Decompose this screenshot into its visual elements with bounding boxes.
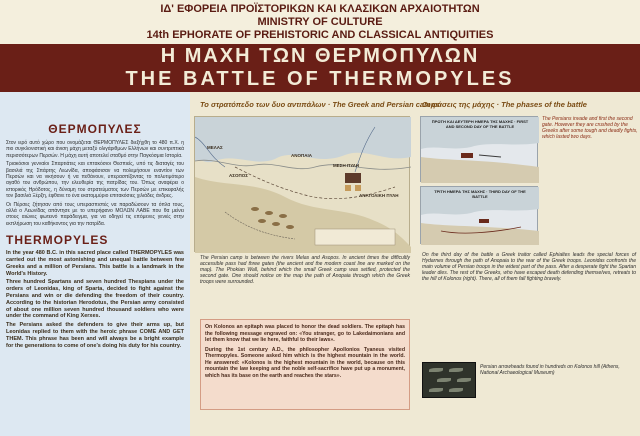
greek-paragraph: Τριακόσιοι γενναίοι Σπαρτιάτες και επτακόσιοι Θεσπιείς, υπό τις διαταγές του βασιλιά της Σπάρτης Λεωνίδα, αποφάσισαν να πολεμήσουν εναντίον των Περσών και να νικήσουν ή να πεθάνουν, υπερασπίζοντας το πολυτιμότερο αγαθό του ανθρώπου, την ελευθερία της πατρίδας του. Όπως αναφέρει ο ιστορικός Ηρόδοτος, η δύναμη του στρατεύματος των Περσών με επικεφαλής τον βασιλιά Ξέρξη, έφθανε το ένα εκατομμύριο επιτακόσιες χιλιάδες άνδρες. (6, 161, 184, 200)
camps-map (194, 116, 410, 252)
map-label-asopos: ΑΣΟΠΟΣ (229, 173, 248, 178)
arrowhead (429, 368, 443, 372)
english-paragraph: In the year 480 B.C. in this sacred place called THERMOPYLES was carried out the most astonishing and unequal battle between few Greeks and a million of Persians. This battle is a landmark in the World's History. (6, 250, 184, 277)
camps-map-image (195, 117, 411, 253)
phase-map-1 (420, 116, 538, 182)
camps-caption: The Persian camp is between the rivers Melas and Asopos. In ancient times the difficultly accessible pass had three gates (the ancient and the modern coast line are marked on the map). The Phokian Wall, behind which the small Greek camp was settled, protected the second gate. One should notice on the map the path of Anopaia through which the Greek troops were surrounded. (200, 255, 410, 285)
arrowhead (449, 368, 463, 372)
map-label-middle-gate: ΜΕΣΗ ΠΥΛΗ (333, 163, 360, 168)
arrowheads-caption: Persian arrowheads found in hundreds on Kolonos hill (Athens, National Archaeological Museum) (480, 364, 620, 376)
camps-section-title: Το στρατόπεδο των δυο αντιπάλων · The Greek and Persian camps (200, 100, 440, 109)
arrowhead (449, 388, 463, 392)
phases-panel (416, 92, 640, 436)
intro-panel (0, 92, 190, 436)
greek-paragraph: Οι Πέρσες ζήτησαν από τους υπερασπιστές να παραδώσουν τα όπλα τους, αλλά ο Λεωνίδας απάντησε με το υπερήφανο ΜΟΛΩΝ ΛΑΒΕ που θα μείνει στους αιώνες φωτεινό παράδειγμα, για να οδηγεί τις επόμενες γενιές στην εκπλήρωση του καθήκοντος για την πατρίδα. (6, 201, 184, 227)
arrowheads-photo (422, 362, 476, 398)
phases-section-title: Οι φάσεις της μάχης · The phases of the battle (422, 100, 587, 109)
arrowhead (429, 388, 443, 392)
title-band (0, 44, 640, 92)
english-text (6, 250, 184, 349)
epitaph-box (200, 319, 410, 410)
epitaph-paragraph: During the 1st century A.D., the philosopher Apollonios Tyaneus visited Thermopyles. Someone asked him which is the highest mountain in the world. He answered: «Kolonos is the highest mountain in the world, because on this mountain the law keeping and the noble self-sacrifice have put up a monument, which has its base on the earth and reaches the stars». (205, 346, 405, 379)
phase-1-label: ΠΡΩΤΗ ΚΑΙ ΔΕΥΤΕΡΗ ΗΜΕΡΑ ΤΗΣ ΜΑΧΗΣ · FIRST AND SECOND DAY OF THE BATTLE (431, 119, 529, 129)
map-label-anopaia: ΑΝΟΠΑΙΑ (291, 153, 312, 158)
phase-2-label: ΤΡΙΤΗ ΗΜΕΡΑ ΤΗΣ ΜΑΧΗΣ · THIRD DAY OF THE BATTLE (434, 189, 526, 199)
map-label-melas: ΜΕΛΑΣ (207, 145, 223, 150)
title-english: THE BATTLE OF THERMOPYLES (125, 68, 515, 90)
phase-map-2 (420, 186, 538, 244)
ephorate-greek-title: ΙΔ' ΕΦΟΡΕΙΑ ΠΡΟΪΣΤΟΡΙΚΩΝ ΚΑΙ ΚΛΑΣΙΚΩΝ ΑΡΧΑΙΟΤΗΤΩΝ (160, 3, 480, 15)
ephorate-english-title: 14th EPHORATE OF PREHISTORIC AND CLASSICAL ANTIQUITIES (146, 29, 494, 41)
title-greek: Η ΜΑΧΗ ΤΩΝ ΘΕΡΜΟΠΥΛΩΝ (160, 45, 480, 67)
phase-1-description: The Persians invade and first the second gate. However they are crushed by the Greeks after some tough and deadly fights, which lasted two days. (542, 116, 638, 140)
english-paragraph: Three hundred Spartans and seven hundred Thespians under the orders of Leonidas, king of Sparta, decided to fight against the Persians and win or die defending the freedom of their country. According to the historian Herodotus, the Persian army consisted of about one million seven hundred thousand soldiers who were under the command of King Xerxes. (6, 279, 184, 320)
english-heading: THERMOPYLES (6, 233, 109, 248)
epitaph-paragraph: On Kolonos an epitaph was placed to honor the dead soldiers. The epitaph has the following message engraved on: «You stranger, go to Lakedaimonians and let them know that we lie here, faithful to their laws». (205, 324, 405, 343)
camps-panel (192, 92, 440, 436)
phase-3-description: On the third day of the battle a Greek traitor called Ephialtes leads the special forces of Hydarnes through the path of Anopaia to the rear of the Greek troops. Leonidas confronts the main volume of Persian troops in the widest part of the pass. After a desperate fight the Spartan leader dies. The rest of the Greeks, who have escaped death defending themselves, retreats to the hill of Kolonos (right). There, all of them fall fighting bravely. (422, 252, 636, 282)
map-label-east-gate: ΑΝΑΤΟΛΙΚΗ ΠΥΛΗ (359, 193, 399, 198)
museum-header (0, 0, 640, 44)
ministry-title: MINISTRY OF CULTURE (257, 16, 383, 28)
arrowhead (437, 378, 451, 382)
greek-paragraph: Στον ιερό αυτό χώρο που ονομάζεται ΘΕΡΜΟΠΥΛΕΣ διεξήχθη το 480 π.Χ. η πιο συγκλονιστική και άνιση μάχη μεταξύ ολιγάριθμων Ελλήνων και συντριπτικά περισσότερων Περσών. Η μάχη αυτή αποτελεί σταθμό στην Παγκόσμια Ιστορία. (6, 140, 184, 159)
arrowhead (457, 378, 471, 382)
english-paragraph: The Persians asked the defenders to give their arms up, but Leonidas replied to them with the heroic phrase COME AND GET THEM. This phrase has been and will always be a bright example for the generations to come of one's doing his duty for his country. (6, 322, 184, 349)
greek-heading: ΘΕΡΜΟΠΥΛΕΣ (48, 122, 142, 136)
